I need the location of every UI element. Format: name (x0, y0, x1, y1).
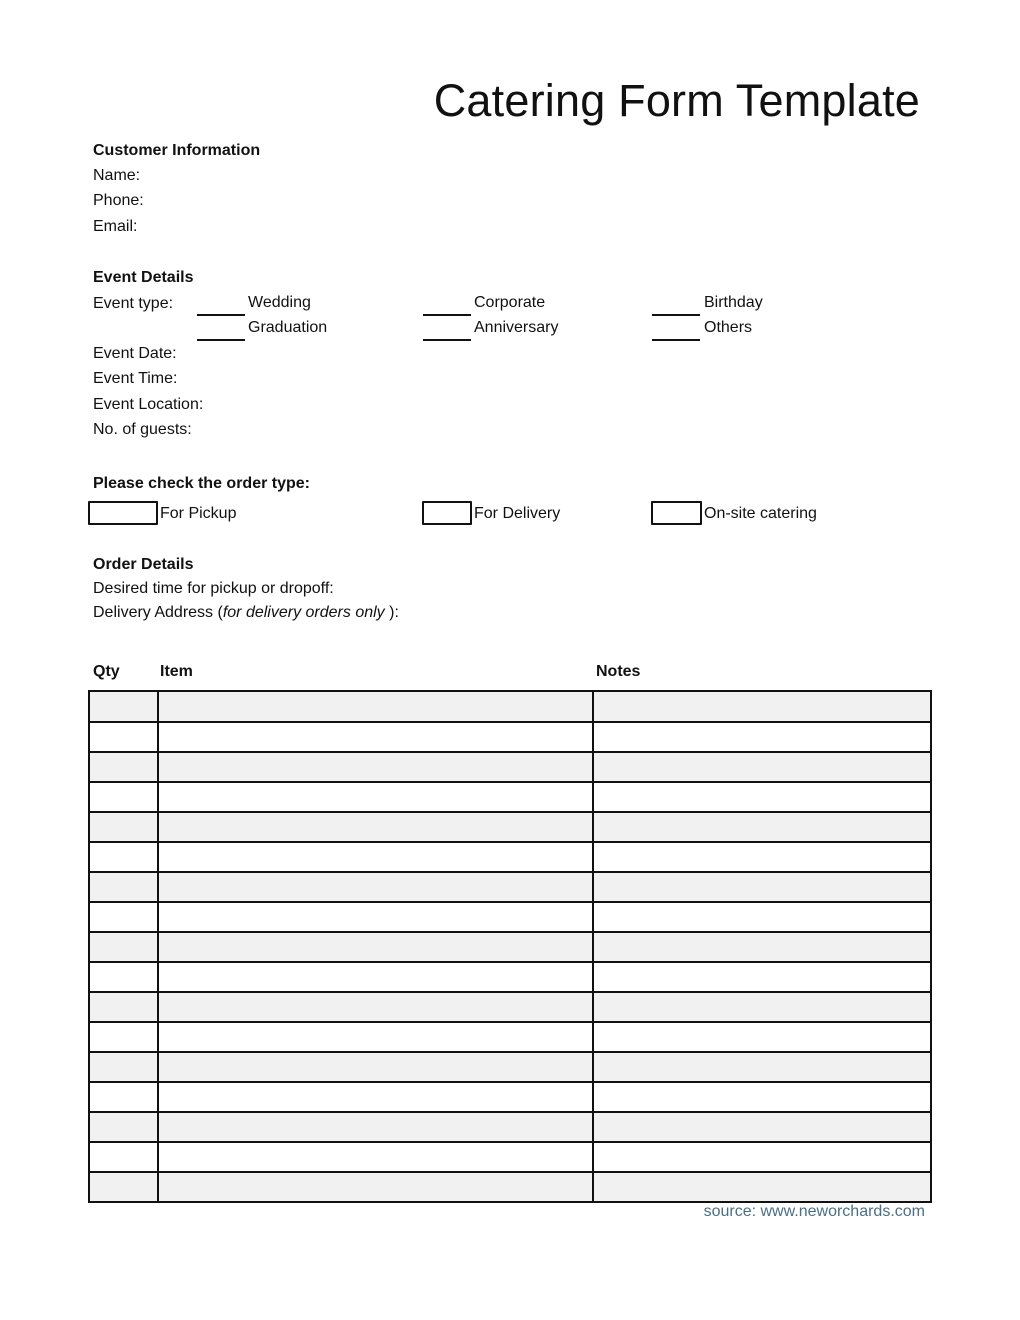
graduation-blank[interactable] (197, 339, 245, 341)
table-row (89, 962, 931, 992)
event-type-others: Others (704, 319, 753, 336)
qty-cell[interactable] (89, 1022, 158, 1052)
notes-cell[interactable] (593, 902, 931, 932)
item-cell[interactable] (158, 902, 593, 932)
qty-cell[interactable] (89, 722, 158, 752)
table-row (89, 782, 931, 812)
phone-label: Phone: (93, 192, 144, 209)
notes-cell[interactable] (593, 1172, 931, 1202)
wedding-blank[interactable] (197, 314, 245, 316)
name-label: Name: (93, 167, 141, 184)
pickup-time-label: Desired time for pickup or dropoff: (93, 580, 334, 597)
item-cell[interactable] (158, 1172, 593, 1202)
birthday-blank[interactable] (652, 314, 700, 316)
table-row (89, 872, 931, 902)
event-type-graduation: Graduation (248, 319, 328, 336)
qty-cell[interactable] (89, 812, 158, 842)
item-cell[interactable] (158, 932, 593, 962)
table-row (89, 1172, 931, 1202)
others-blank[interactable] (652, 339, 700, 341)
table-row (89, 722, 931, 752)
notes-cell[interactable] (593, 722, 931, 752)
item-cell[interactable] (158, 1082, 593, 1112)
table-row (89, 812, 931, 842)
item-cell[interactable] (158, 812, 593, 842)
table-row (89, 1142, 931, 1172)
table-row (89, 752, 931, 782)
notes-cell[interactable] (593, 782, 931, 812)
item-cell[interactable] (158, 1052, 593, 1082)
item-cell[interactable] (158, 691, 593, 722)
guests-label: No. of guests: (93, 421, 192, 438)
qty-cell[interactable] (89, 1082, 158, 1112)
table-row (89, 691, 931, 722)
onsite-checkbox[interactable] (651, 501, 702, 525)
pickup-label: For Pickup (160, 505, 237, 522)
notes-cell[interactable] (593, 842, 931, 872)
delivery-address-note: for delivery orders only (222, 604, 385, 621)
event-type-label: Event type: (93, 295, 174, 312)
page-title: Catering Form Template (433, 75, 920, 126)
event-date-label: Event Date: (93, 345, 177, 362)
table-row (89, 1052, 931, 1082)
item-cell[interactable] (158, 842, 593, 872)
qty-cell[interactable] (89, 842, 158, 872)
table-row (89, 1112, 931, 1142)
notes-cell[interactable] (593, 1052, 931, 1082)
qty-cell[interactable] (89, 752, 158, 782)
event-details-heading: Event Details (93, 269, 194, 286)
notes-cell[interactable] (593, 962, 931, 992)
qty-cell[interactable] (89, 782, 158, 812)
item-cell[interactable] (158, 722, 593, 752)
customer-info-heading: Customer Information (93, 142, 261, 159)
notes-cell[interactable] (593, 1082, 931, 1112)
notes-cell[interactable] (593, 1142, 931, 1172)
order-table (88, 690, 932, 1203)
notes-cell[interactable] (593, 1022, 931, 1052)
notes-cell[interactable] (593, 691, 931, 722)
qty-cell[interactable] (89, 872, 158, 902)
item-cell[interactable] (158, 1112, 593, 1142)
notes-header: Notes (596, 663, 641, 680)
qty-cell[interactable] (89, 1052, 158, 1082)
delivery-address-label (93, 603, 399, 623)
table-row (89, 992, 931, 1022)
corporate-blank[interactable] (423, 314, 471, 316)
notes-cell[interactable] (593, 752, 931, 782)
table-row (89, 1022, 931, 1052)
delivery-address-suffix: ): (384, 604, 399, 621)
table-row (89, 902, 931, 932)
notes-cell[interactable] (593, 932, 931, 962)
item-cell[interactable] (158, 1142, 593, 1172)
event-location-label: Event Location: (93, 396, 204, 413)
pickup-checkbox[interactable] (88, 501, 158, 525)
qty-cell[interactable] (89, 1172, 158, 1202)
item-cell[interactable] (158, 872, 593, 902)
qty-header: Qty (93, 663, 120, 680)
order-type-heading: Please check the order type: (93, 475, 310, 492)
item-cell[interactable] (158, 782, 593, 812)
item-cell[interactable] (158, 992, 593, 1022)
item-header: Item (160, 663, 193, 680)
notes-cell[interactable] (593, 812, 931, 842)
qty-cell[interactable] (89, 932, 158, 962)
onsite-label: On-site catering (704, 505, 817, 522)
anniversary-blank[interactable] (423, 339, 471, 341)
qty-cell[interactable] (89, 691, 158, 722)
notes-cell[interactable] (593, 992, 931, 1022)
delivery-address-prefix: Delivery Address ( (93, 604, 223, 621)
event-type-corporate: Corporate (474, 294, 546, 311)
event-time-label: Event Time: (93, 370, 178, 387)
item-cell[interactable] (158, 962, 593, 992)
event-type-birthday: Birthday (704, 294, 763, 311)
table-row (89, 932, 931, 962)
qty-cell[interactable] (89, 1112, 158, 1142)
delivery-label: For Delivery (474, 505, 561, 522)
delivery-checkbox[interactable] (422, 501, 472, 525)
email-label: Email: (93, 218, 138, 235)
item-cell[interactable] (158, 752, 593, 782)
qty-cell[interactable] (89, 902, 158, 932)
order-details-heading: Order Details (93, 556, 194, 573)
notes-cell[interactable] (593, 1112, 931, 1142)
qty-cell[interactable] (89, 962, 158, 992)
item-cell[interactable] (158, 1022, 593, 1052)
notes-cell[interactable] (593, 872, 931, 902)
source-credit: source: www.neworchards.com (703, 1203, 925, 1220)
qty-cell[interactable] (89, 1142, 158, 1172)
table-row (89, 1082, 931, 1112)
event-type-anniversary: Anniversary (474, 319, 559, 336)
event-type-wedding: Wedding (248, 294, 311, 311)
qty-cell[interactable] (89, 992, 158, 1022)
table-row (89, 842, 931, 872)
